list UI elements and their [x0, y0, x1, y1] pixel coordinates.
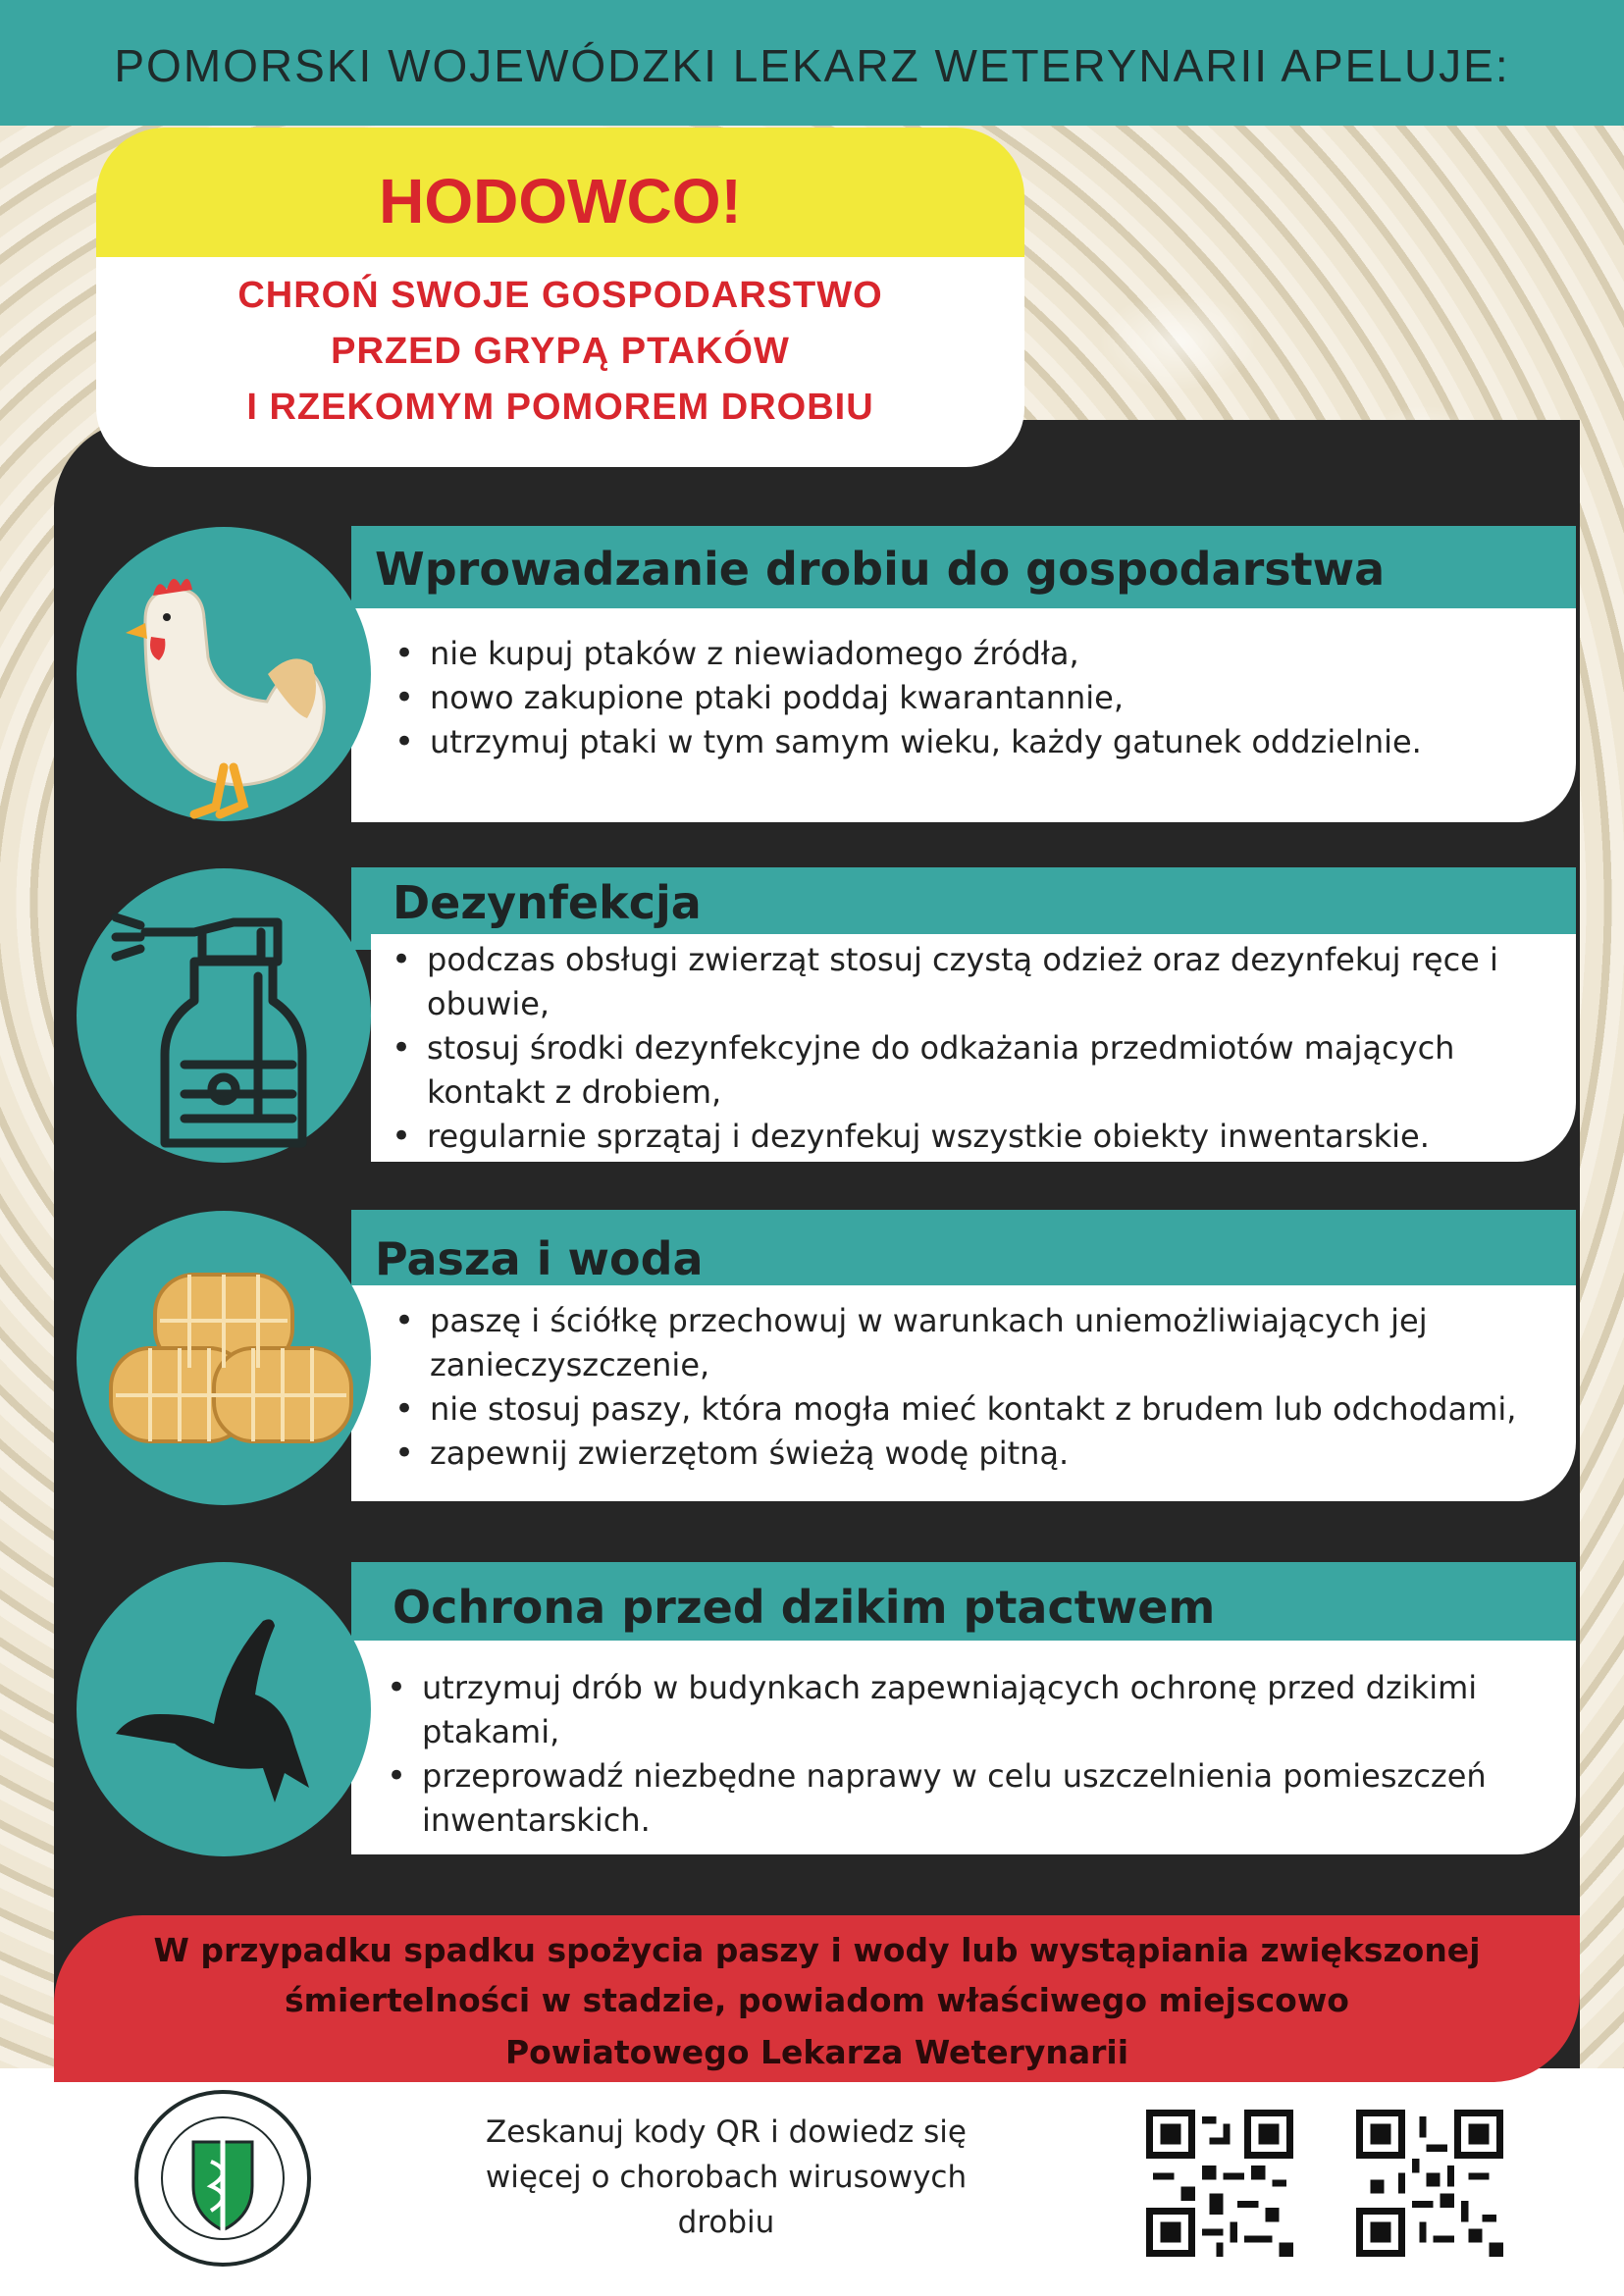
hero-line-1: CHROŃ SWOJE GOSPODARSTWO: [237, 275, 883, 316]
list-item: • nie stosuj paszy, która mogła mieć kontakt z brudem lub odchodami,: [391, 1387, 1558, 1432]
hay-bales-icon: [77, 1211, 371, 1505]
alert-line-1: W przypadku spadku spożycia paszy i wody lub wystąpiania zwiększonej: [153, 1931, 1481, 1969]
section-title-2: Dezynfekcja: [393, 876, 702, 929]
hero-line-3: I RZEKOMYM POMOREM DROBIU: [246, 387, 874, 428]
footer-line-1: Zeskanuj kody QR i dowiedz się: [486, 2114, 967, 2150]
list-item: • utrzymuj ptaki w tym samym wieku, każdy gatunek oddzielnie.: [391, 720, 1558, 764]
alert-line-3: Powiatowego Lekarza Weterynarii: [504, 2033, 1129, 2071]
section-list-2: [388, 938, 1555, 1159]
hero-line-2: PRZED GRYPĄ PTAKÓW: [331, 331, 790, 372]
section-title-4: Ochrona przed dzikim ptactwem: [393, 1581, 1216, 1634]
footer-line-2: więcej o chorobach wirusowych: [485, 2160, 968, 2195]
section-list-3: [391, 1299, 1558, 1476]
list-item: • nie kupuj ptaków z niewiadomego źródła,: [391, 632, 1558, 676]
section-icon-circle-3: [77, 1211, 371, 1505]
qr-code-2[interactable]: [1356, 2110, 1503, 2257]
list-item: • nowo zakupione ptaki poddaj kwarantannie,: [391, 676, 1558, 720]
list-item: • paszę i ściółkę przechowuj w warunkach uniemożliwiających jej zanieczyszczenie,: [391, 1299, 1558, 1387]
list-item: • podczas obsługi zwierząt stosuj czystą odzież oraz dezynfekuj ręce i obuwie,: [388, 938, 1555, 1026]
spray-bottle-icon: [77, 868, 371, 1163]
list-item: • stosuj środki dezynfekcyjne do odkażania przedmiotów mających kontakt z drobiem,: [388, 1026, 1555, 1115]
page-title: POMORSKI WOJEWÓDZKI LEKARZ WETERYNARII APELUJE:: [114, 40, 1510, 91]
list-item: • przeprowadź niezbędne naprawy w celu uszczelnienia pomieszczeń inwentarskich.: [383, 1754, 1560, 1843]
list-item: • zapewnij zwierzętom świeżą wodę pitną.: [391, 1432, 1558, 1476]
wild-duck-icon: [77, 1562, 371, 1856]
inspection-logo: [132, 2088, 314, 2270]
chicken-icon: [77, 527, 371, 821]
section-title-1: Wprowadzanie drobiu do gospodarstwa: [375, 543, 1386, 596]
section-list-4: [383, 1666, 1560, 1843]
alert-line-2: śmiertelności w stadzie, powiadom właściwego miejscowo: [285, 1981, 1349, 2019]
list-item: • utrzymuj drób w budynkach zapewniających ochronę przed dzikimi ptakami,: [383, 1666, 1560, 1754]
list-item: • regularnie sprzątaj i dezynfekuj wszystkie obiekty inwentarskie.: [388, 1115, 1555, 1159]
section-icon-circle-1: [77, 527, 371, 821]
section-title-3: Pasza i woda: [375, 1232, 704, 1285]
section-icon-circle-2: [77, 868, 371, 1163]
section-list-1: [391, 632, 1558, 764]
hero-title: HODOWCO!: [379, 166, 742, 236]
qr-code-1[interactable]: [1146, 2110, 1293, 2257]
footer-line-3: drobiu: [677, 2205, 775, 2240]
footer-qr-info: [461, 2110, 991, 2245]
section-icon-circle-4: [77, 1562, 371, 1856]
